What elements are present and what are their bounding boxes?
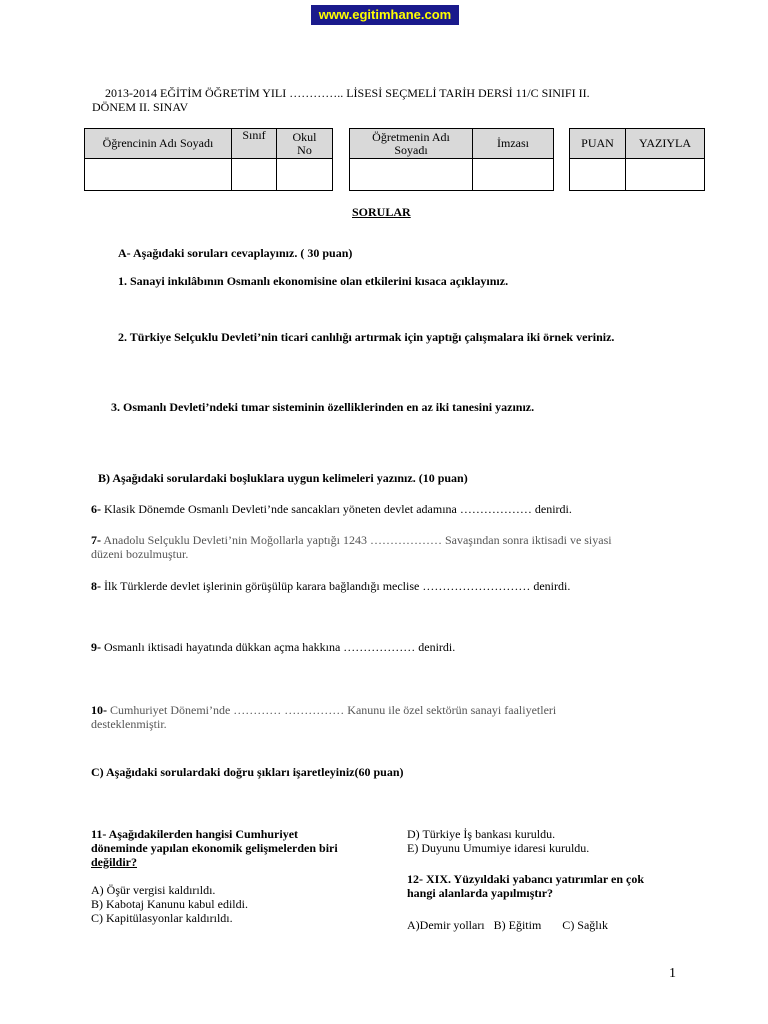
question-2: 2. Türkiye Selçuklu Devleti’nin ticari canlılığı artırmak için yaptığı çalışmalara iki örnek veriniz. <box>118 330 615 344</box>
page-number: 1 <box>669 966 676 981</box>
written-score-header: YAZIYLA <box>626 129 705 159</box>
site-banner[interactable]: www.egitimhane.com <box>311 5 459 25</box>
question-9-text: Osmanlı iktisadi hayatında dükkan açma hakkına ……………… denirdi. <box>101 640 456 654</box>
teacher-name-cell[interactable] <box>350 159 473 191</box>
question-7-number: 7- <box>91 533 101 547</box>
exam-header-line2: DÖNEM II. SINAV <box>92 100 189 114</box>
questions-title: SORULAR <box>352 205 411 219</box>
question-10-number: 10- <box>91 703 107 717</box>
section-b-title: B) Aşağıdaki sorulardaki boşluklara uygun kelimeleri yazınız. (10 puan) <box>98 471 468 485</box>
question-6-text: Klasik Dönemde Osmanlı Devleti’nde sancakları yöneten devlet adamına ……………… denirdi. <box>101 502 572 516</box>
question-7 <box>91 533 612 561</box>
question-8 <box>91 579 570 593</box>
q11-option-e[interactable]: E) Duyunu Umumiye idaresi kuruldu. <box>407 841 590 855</box>
question-9 <box>91 640 455 654</box>
class-cell[interactable] <box>232 159 277 191</box>
score-cell[interactable] <box>570 159 626 191</box>
question-7-line2: düzeni bozulmuştur. <box>91 547 189 561</box>
question-6 <box>91 502 572 516</box>
exam-header-line1: 2013-2014 EĞİTİM ÖĞRETİM YILI ………….. LİSESİ SEÇMELİ TARİH DERSİ 11/C SINIFI II. <box>105 86 590 100</box>
q11-option-a[interactable]: A) Öşür vergisi kaldırıldı. <box>91 883 216 897</box>
question-10 <box>91 703 556 731</box>
question-7-line1: Anadolu Selçuklu Devleti’nin Moğollarla yaptığı 1243 ……………… Savaşından sonra iktisadi ve siyasi <box>101 533 612 547</box>
question-6-number: 6- <box>91 502 101 516</box>
teacher-info-table <box>349 128 554 191</box>
written-score-cell[interactable] <box>626 159 705 191</box>
teacher-name-header: Öğretmenin Adı Soyadı <box>350 129 473 159</box>
score-header: PUAN <box>570 129 626 159</box>
q11-option-c[interactable]: C) Kapitülasyonlar kaldırıldı. <box>91 911 233 925</box>
school-no-cell[interactable] <box>277 159 333 191</box>
class-header: Sınıf <box>232 129 277 159</box>
signature-header: İmzası <box>473 129 554 159</box>
question-12: 12- XIX. Yüzyıldaki yabancı yatırımlar en çok hangi alanlarda yapılmıştır? <box>407 872 645 900</box>
student-info-table <box>84 128 333 191</box>
question-10-line1: Cumhuriyet Dönemi’nde ………… …………… Kanunu ile özel sektörün sanayi faaliyetleri <box>107 703 557 717</box>
question-3: 3. Osmanlı Devleti’ndeki tımar sisteminin özelliklerinden en az iki tanesini yazınız. <box>111 400 535 414</box>
question-8-text: İlk Türklerde devlet işlerinin görüşülüp karara bağlandığı meclise ……………………… denirdi. <box>101 579 571 593</box>
question-1: 1. Sanayi inkılâbının Osmanlı ekonomisine olan etkilerini kısaca açıklayınız. <box>118 274 509 288</box>
student-name-header: Öğrencinin Adı Soyadı <box>85 129 232 159</box>
section-a-title: A- Aşağıdaki soruları cevaplayınız. ( 30 puan) <box>118 246 353 260</box>
student-name-cell[interactable] <box>85 159 232 191</box>
section-c-title: C) Aşağıdaki sorulardaki doğru şıkları işaretleyiniz(60 puan) <box>91 765 404 779</box>
q11-option-b[interactable]: B) Kabotaj Kanunu kabul edildi. <box>91 897 248 911</box>
question-8-number: 8- <box>91 579 101 593</box>
school-no-header: Okul No <box>277 129 333 159</box>
question-9-number: 9- <box>91 640 101 654</box>
score-table <box>569 128 705 191</box>
signature-cell[interactable] <box>473 159 554 191</box>
q12-options[interactable]: A)Demir yolları B) Eğitim C) Sağlık <box>407 918 608 932</box>
question-10-line2: desteklenmiştir. <box>91 717 167 731</box>
question-11: 11- Aşağıdakilerden hangisi Cumhuriyet döneminde yapılan ekonomik gelişmelerden biri değildir? <box>91 827 338 869</box>
q11-option-d[interactable]: D) Türkiye İş bankası kuruldu. <box>407 827 556 841</box>
